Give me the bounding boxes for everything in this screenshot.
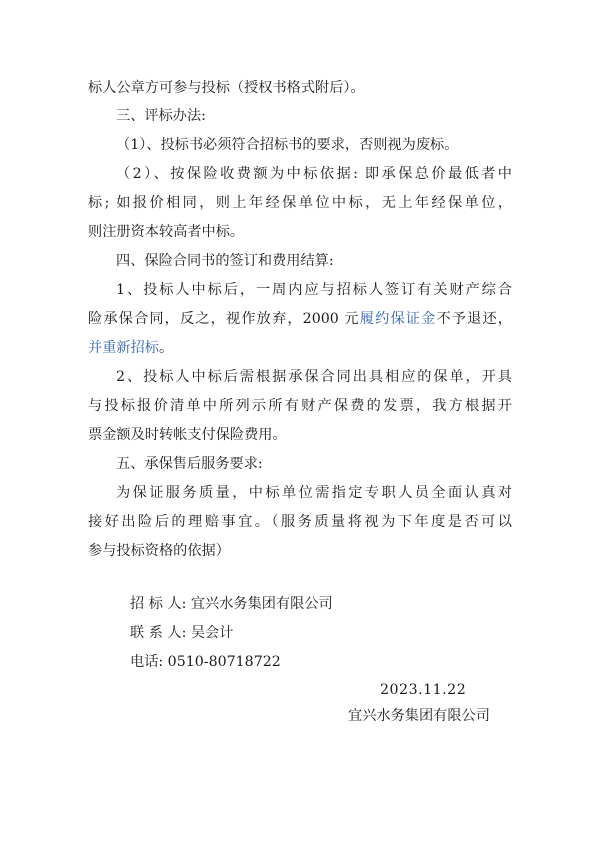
phone-line: 电话: 0510-80718722: [130, 654, 281, 670]
tenderer-line: 招 标 人: 宜兴水务集团有限公司: [130, 596, 333, 612]
section-4-item-1-line-1: 1、投标人中标后，一周内应与招标人签订有关财产综合: [116, 282, 512, 298]
section-5-line-1: 为保证服务质量，中标单位需指定专职人员全面认真对: [116, 485, 512, 501]
section-4-heading: 四、保险合同书的签订和费用结算:: [116, 253, 334, 269]
signature-organization: 宜兴水务集团有限公司: [348, 708, 490, 724]
section-3-item-2-line-3: 则注册资本较高者中标。: [88, 224, 245, 240]
section-5-line-3: 参与投标资格的依据）: [88, 543, 230, 559]
section-5-line-2: 接好出险后的理赔事宜。（服务质量将视为下年度是否可以: [88, 514, 512, 530]
section-3-item-2-line-2: 标; 如报价相同，则上年经保单位中标，无上年经保单位，: [88, 195, 512, 211]
section-4-item-1-line-3: [88, 338, 173, 358]
section-3-item-2-line-1: （2）、按保险收费额为中标依据: 即承保总价最低者中: [116, 166, 512, 182]
section-4-item-1-text-a: 险承保合同，反之，视作放弃，2000 元: [88, 311, 360, 327]
contact-person-line: 联 系 人: 吴会计: [130, 625, 234, 641]
section-3-item-1: （1）、投标书必须符合招标书的要求，否则视为废标。: [116, 137, 459, 153]
section-4-item-1-period: 。: [158, 340, 174, 356]
performance-bond-link[interactable]: 履约保证金: [359, 311, 437, 327]
section-4-item-2-line-3: 票金额及时转帐支付保险费用。: [88, 427, 287, 443]
paragraph-authorization-end: 标人公章方可参与投标（授权书格式附后）。: [88, 80, 365, 96]
section-5-heading: 五、承保售后服务要求:: [116, 456, 263, 472]
re-tender-link[interactable]: 并重新招标: [88, 340, 159, 356]
section-4-item-1-text-b: 不予退还，: [436, 311, 512, 327]
section-4-item-2-line-2: 与投标报价清单中所列示所有财产保费的发票，我方根据开: [88, 398, 512, 414]
section-3-heading: 三、评标办法:: [116, 108, 206, 124]
signature-date: 2023.11.22: [380, 682, 467, 698]
section-4-item-2-line-1: 2、投标人中标后需根据承保合同出具相应的保单，开具: [116, 369, 512, 385]
section-4-item-1-line-2: [88, 309, 512, 329]
